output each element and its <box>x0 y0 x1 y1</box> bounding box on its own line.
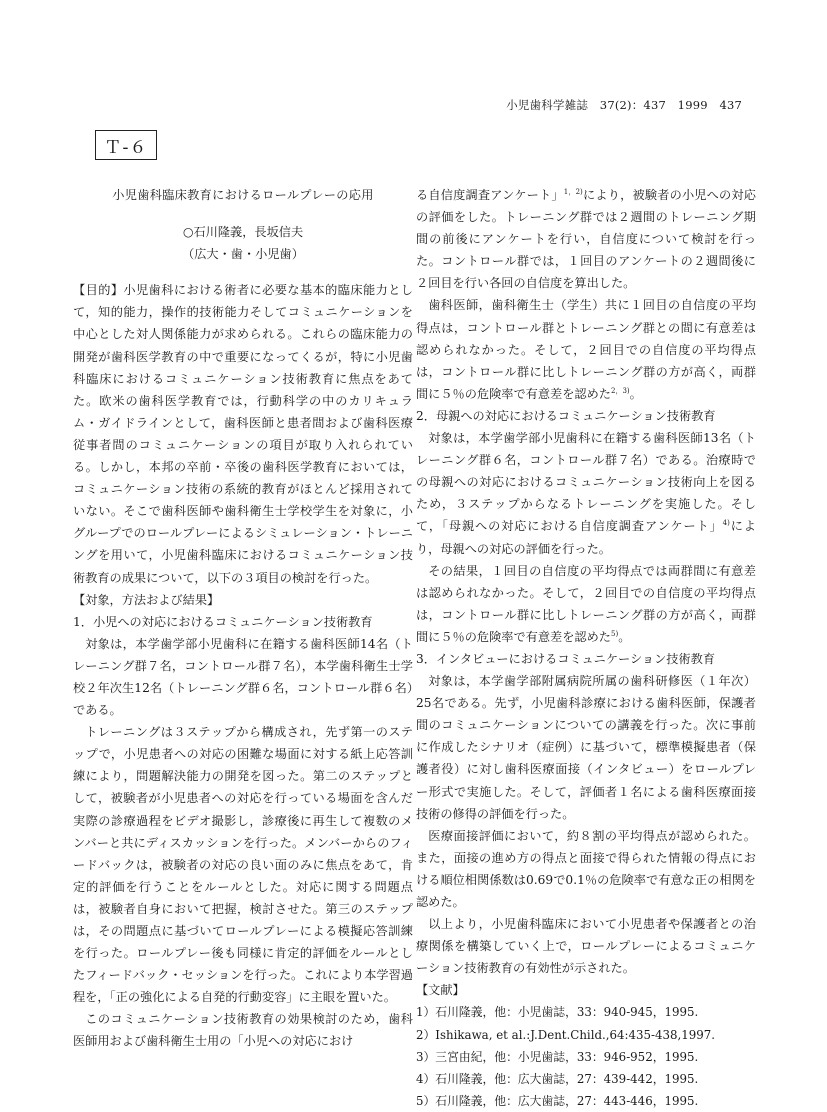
reference-item: 2）Ishikawa, et al.:J.Dent.Child.,64:435-438,1997. <box>416 1027 716 1042</box>
conclusion-paragraph: 以上より，小児歯科臨床において小児患者や保護者との治療関係を構築していく上で，ロールプレーによるコミュニケーション技術教育の有効性が示された。 <box>416 917 756 976</box>
item1-evaluation-paragraph: このコミュニケーション技術教育の効果検討のため，歯科医師用および歯科衛生士用の「小児への対応におけ <box>73 1012 413 1049</box>
reference-item: 1）石川隆義，他：小児歯誌，33：940-945，1995. <box>416 1005 699 1020</box>
affiliation: （広大・歯・小児歯） <box>182 247 304 262</box>
citation-superscript: 2，3) <box>611 386 630 395</box>
item3-results-paragraph: 医療面接評価において，約８割の平均得点が認められた。また，面接の進め方の得点と面接で得られた情報の得点における順位相関係数は0.69で0.1％の危険率で有意な正の相関を認めた。 <box>416 828 756 909</box>
item1-heading: 1．小児への対応におけるコミュニケーション技術教育 <box>73 614 373 629</box>
references-heading: 【文献】 <box>416 983 465 998</box>
item2-heading: 2．母親への対応におけるコミュニケーション技術教育 <box>416 408 716 423</box>
item1-training-paragraph: トレーニングは３ステップから構成され，先ず第一のステップで，小児患者への対応の困難な場面に対する紙上応答訓練により，問題解決能力の開発を図った。第二のステップとして，被験者が小児患者への対応を行っている場面を含んだ実際の診療過程をビデオ撮影し，診療後に再生して複数のメンバーと共にディスカッションを行った。メンバーからのフィードバックは，被験者の対応の良い面のみに焦点をあて，肯定的評価を行うことをルールとした。対応に関する問題点は，被験者自身において把握，検討させた。第三のステップは，その問題点に基づいてロールプレーによる模擬応答訓練を行った。ロールプレー後も同様に肯定的評価をルールとしたフィードバック・セッションを行った。これにより本学習過程を，「正の強化による自発的行動変容」に主眼を置いた。 <box>73 725 413 1005</box>
item3-heading: 3．インタビューにおけるコミュニケーション技術教育 <box>416 651 716 666</box>
session-code-box: Ｔ-６ <box>95 130 157 160</box>
item3-subjects-paragraph: 対象は，本学歯学部附属病院所属の歯科研修医（１年次）25名である。先ず，小児歯科診療における歯科医師，保護者間のコミュニケーションについての講義を行った。次に事前に作成したシナリオ（症例）に基づいて，標準模擬患者（保護者役）に対し歯科医療面接（インタビュー）をロールプレー形式で実施した。そして，評価者１名による歯科医療面接技術の修得の評価を行った。 <box>416 674 756 821</box>
authors: ○石川隆義，長坂信夫 <box>182 225 304 240</box>
citation-superscript: 1，2) <box>563 187 583 196</box>
purpose-paragraph: 【目的】小児歯科における術者に必要な基本的臨床能力として，知的能力，操作的技術能力そしてコミュニケーションを中心とした対人関係能力が求められる。これらの臨床能力の開発が歯科医学教育の中で重要になってくるが，特に小児歯科臨床におけるコミュニケーション技術教育に焦点をあてた。欧米の歯科医学教育では，行動科学の中のカリキュラム・ガイドラインとして，歯科医師と患者間および歯科医療従事者間のコミュニケーションの項目が取り入れられている。しかし，本邦の卒前・卒後の歯科医学教育においては，コミュニケーション技術の系統的教育がほとんど採用されていない。そこで歯科医師や歯科衛生士学校学生を対象に，小グループでのロールプレーによるシミュレーション・トレーニングを用いて，小児歯科臨床におけるコミュニケーション技術教育の成果について，以下の３項目の検討を行った。 <box>73 283 413 585</box>
reference-item: 4）石川隆義，他：広大歯誌，27：439-442，1995. <box>416 1071 699 1086</box>
item2-subjects-paragraph: 対象は，本学歯学部小児歯科に在籍する歯科医師13名（トレーニング群６名，コントロール群７名）である。治療時での母親への対応におけるコミュニケーション技術向上を図るため，３ステップからなるトレーニングを実施した。そして，「母親への対応における自信度調査アンケート」$^{4)}$により，母親への対応の評価を行った。 <box>416 431 756 556</box>
running-header: 小児歯科学雑誌 37(2)：437 1999 437 <box>506 98 742 112</box>
author-block <box>73 221 413 265</box>
item1-results-paragraph: 歯科医師，歯科衛生士（学生）共に１回目の自信度の平均得点は，コントロール群とトレーニング群との間に有意差は認められなかった。そして，２回目での自信度の平均得点は，コントロール群に比しトレーニング群の方が高く，両群間に５％の危険率で有意差を認めた$^{2,3)}$。 <box>416 298 756 401</box>
left-column <box>73 184 413 1053</box>
item2-results-paragraph: その結果，１回目の自信度の平均得点では両群間に有意差は認められなかった。そして，２回目での自信度の平均得点は，コントロール群に比しトレーニング群の方が高く，両群間に５％の危険率で有意差を認めた$^{5)}$。 <box>416 563 756 644</box>
item1-subjects-paragraph: 対象は，本学歯学部小児歯科に在籍する歯科医師14名（トレーニング群７名，コントロール群７名），本学歯科衛生士学校２年次生12名（トレーニング群６名，コントロール群６名）である。 <box>73 636 413 718</box>
right-column <box>416 184 756 1112</box>
article-title: 小児歯科臨床教育におけるロールプレーの応用 <box>112 188 374 202</box>
citation-superscript: 4) <box>722 519 730 528</box>
citation-superscript: 5) <box>611 629 619 638</box>
methods-heading: 【対象，方法および結果】 <box>73 592 220 607</box>
reference-item: 3）三宮由紀，他：小児歯誌，33：946-952，1995. <box>416 1049 699 1064</box>
reference-item: 5）石川隆義，他：広大歯誌，27：443-446，1995. <box>416 1093 699 1108</box>
item1-questionnaire-paragraph: る自信度調査アンケート」$^{1,2)}$により，被験者の小児への対応の評価をした。トレーニング群では２週間のトレーニング期間の前後にアンケートを行い，自信度について検討を行った。コントロール群では，１回目のアンケートの２週間後に２回目を行い各回の自信度を算出した。 <box>416 187 756 291</box>
